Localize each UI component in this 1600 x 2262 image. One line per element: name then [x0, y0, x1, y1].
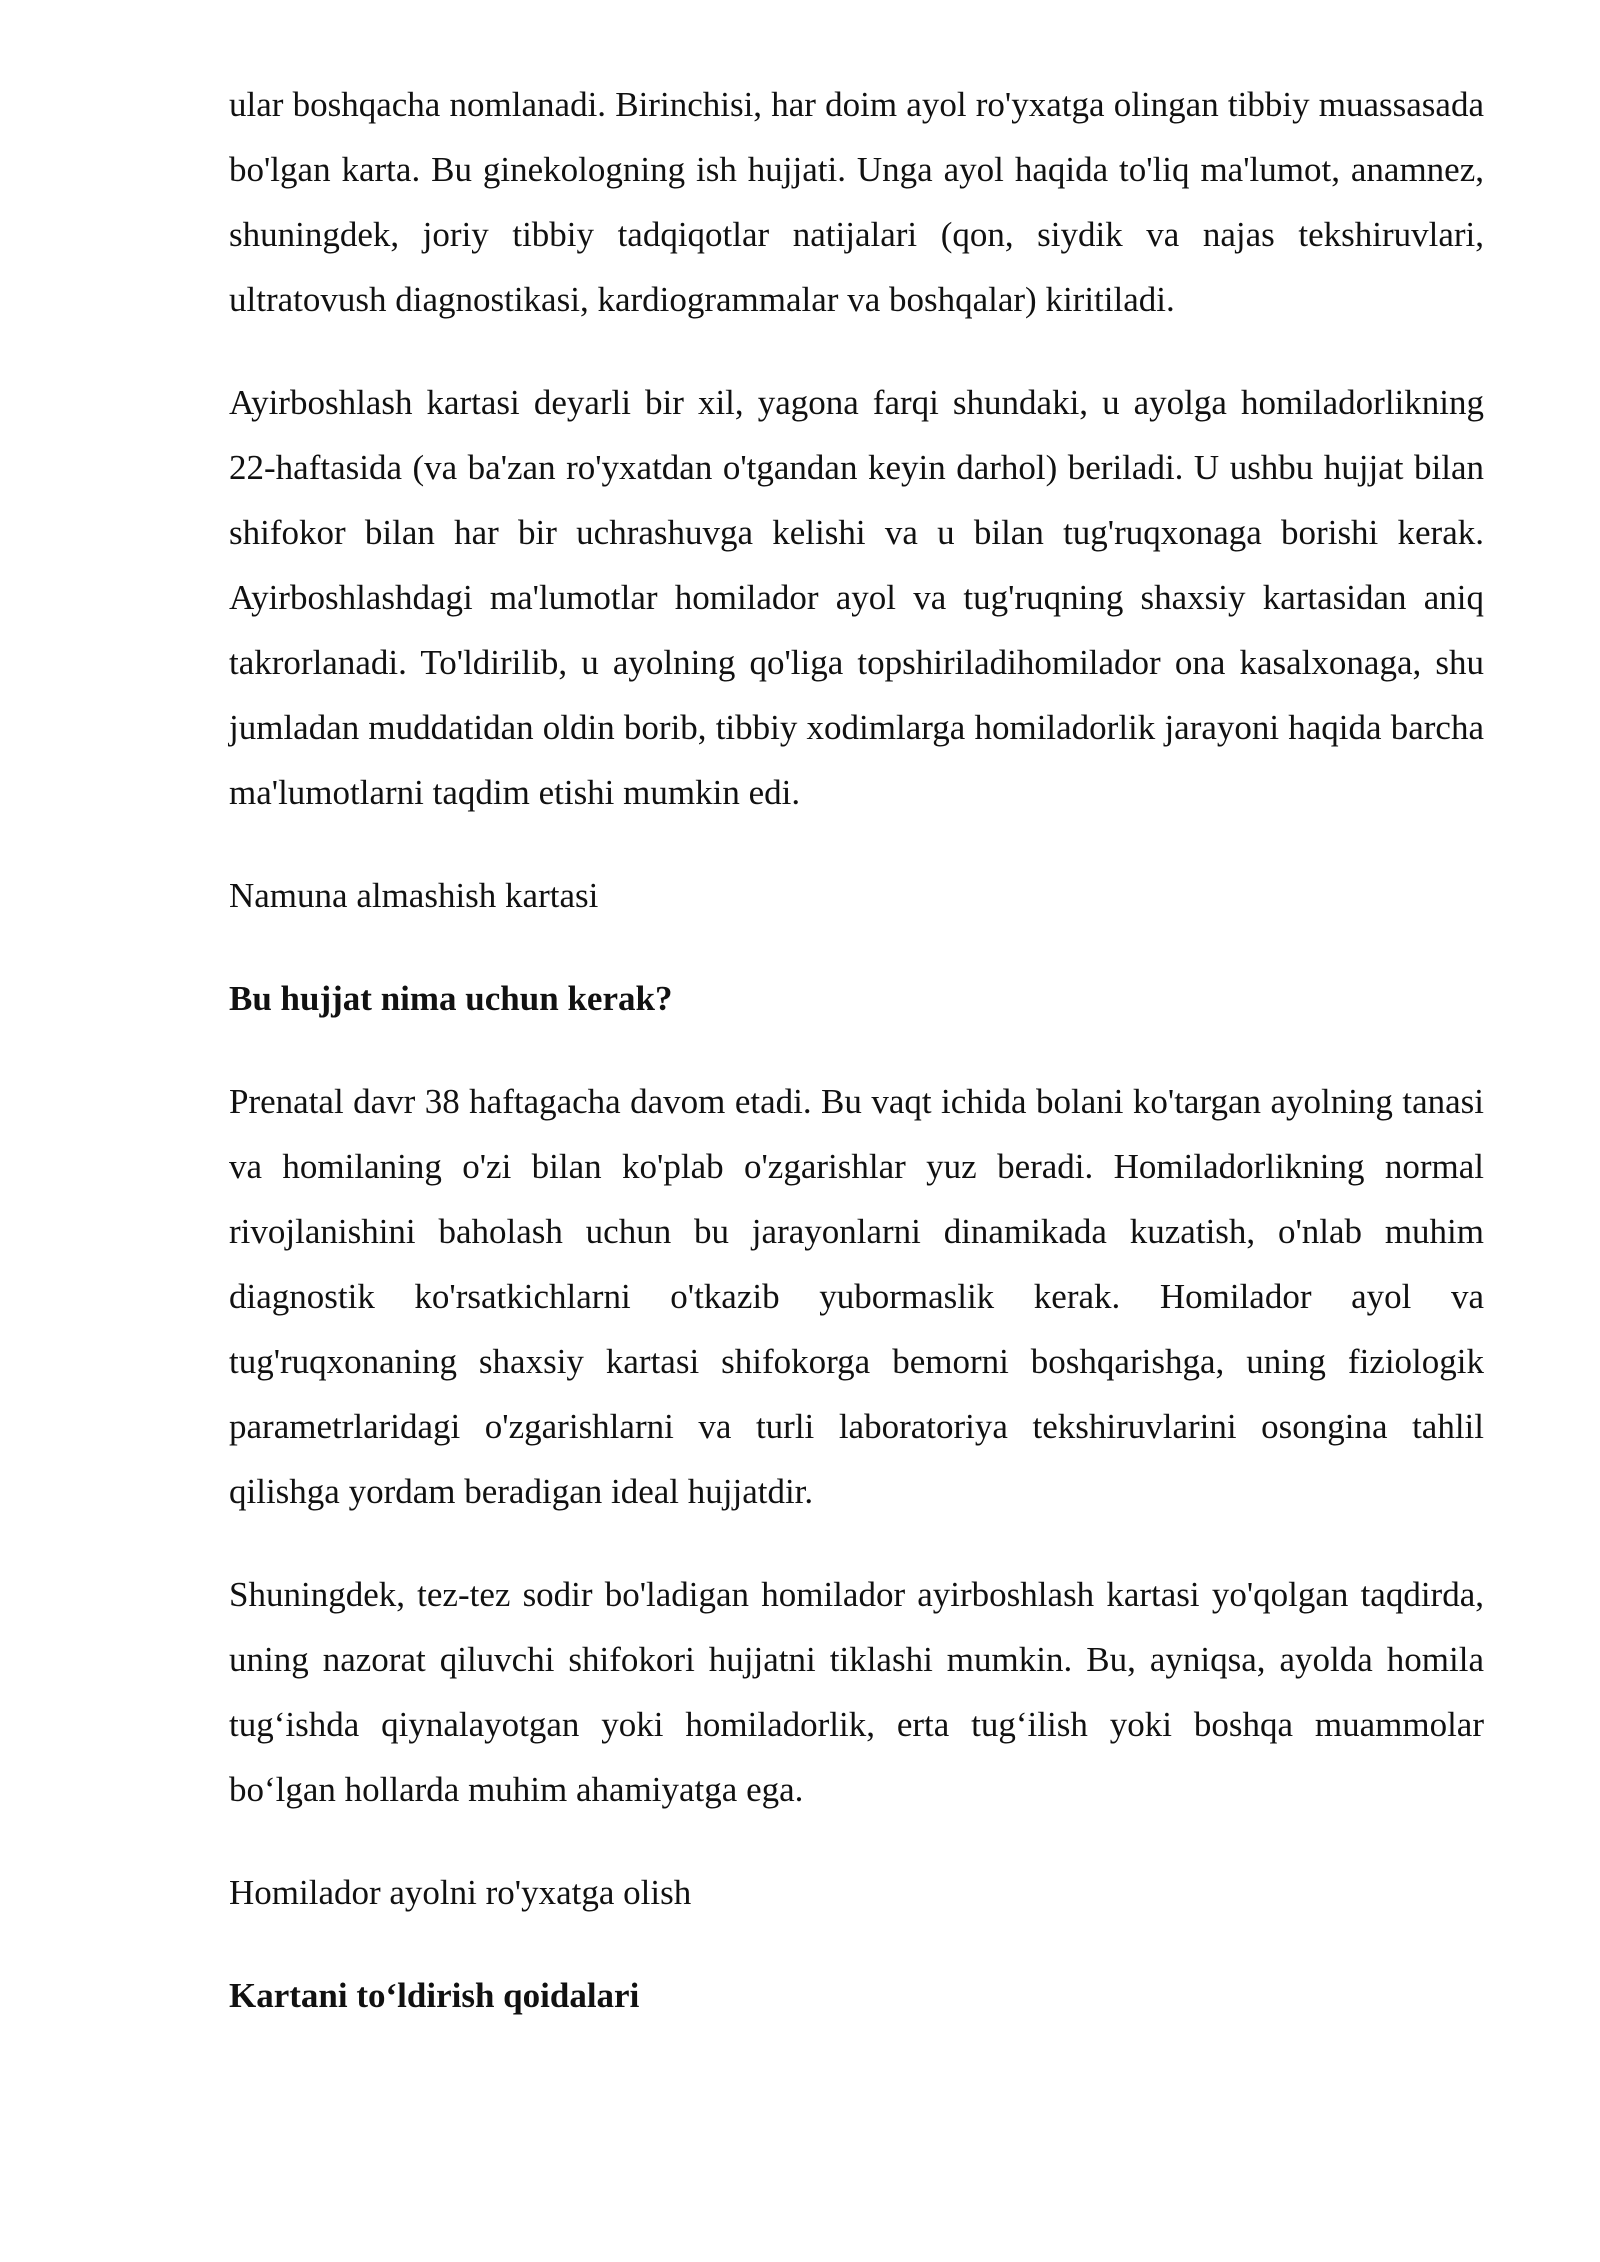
image-caption-sample-card: Namuna almashish kartasi — [229, 876, 599, 915]
image-caption-registration: Homilador ayolni ro'yxatga olish — [229, 1873, 692, 1912]
section-heading-purpose: Bu hujjat nima uchun kerak? — [229, 979, 673, 1018]
paragraph-prenatal-period: Prenatal davr 38 haftagacha davom etadi. Bu vaqt ichida bolani ko'targan ayolning tanasi va homilaning o'zi bilan ko'plab o'zgarishlar yuz beradi. Homiladorlikning normal rivojlanishini baholash uchun bu jarayonlarni dinamikada kuzatish, o'nlab muhim diagnostik ko'rsatkichlarni o'tkazib yubormaslik kerak. Homilador ayol va tug'ruqxonaning shaxsiy kartasi shifokorga bemorni boshqarishga, uning fiziologik parametrlaridagi o'zgarishlarni va turli laboratoriya tekshiruvlarini osongina tahlil qilishga yordam beradigan ideal hujjatdir. — [229, 1082, 1484, 1511]
paragraph-medical-card: ular boshqacha nomlanadi. Birinchisi, har doim ayol ro'yxatga olingan tibbiy muassasada bo'lgan karta. Bu ginekologning ish hujjati. Unga ayol haqida to'liq ma'lumot, anamnez, shuningdek, joriy tibbiy tadqiqotlar natijalari (qon, siydik va najas tekshiruvlari, ultratovush diagnostikasi, kardiogrammalar va boshqalar) kiritiladi. — [229, 85, 1484, 319]
section-heading-filling-rules: Kartani to‘ldirish qoidalari — [229, 1976, 640, 2015]
document-page — [229, 72, 1484, 2066]
paragraph-exchange-card: Ayirboshlash kartasi deyarli bir xil, yagona farqi shundaki, u ayolga homiladorlikning 22-haftasida (va ba'zan ro'yxatdan o'tgandan keyin darhol) beriladi. U ushbu hujjat bilan shifokor bilan har bir uchrashuvga kelishi va u bilan tug'ruqxonaga borishi kerak. Ayirboshlashdagi ma'lumotlar homilador ayol va tug'ruqning shaxsiy kartasidan aniq takrorlanadi. To'ldirilib, u ayolning qo'liga topshiriladihomilador ona kasalxonaga, shu jumladan muddatidan oldin borib, tibbiy xodimlarga homiladorlik jarayoni haqida barcha ma'lumotlarni taqdim etishi mumkin edi. — [229, 383, 1484, 812]
paragraph-card-recovery: Shuningdek, tez-tez sodir bo'ladigan homilador ayirboshlash kartasi yo'qolgan taqdirda, uning nazorat qiluvchi shifokori hujjatni tiklashi mumkin. Bu, ayniqsa, ayolda homila tug‘ishda qiynalayotgan yoki homiladorlik, erta tug‘ilish yoki boshqa muammolar bo‘lgan hollarda muhim ahamiyatga ega. — [229, 1575, 1484, 1809]
